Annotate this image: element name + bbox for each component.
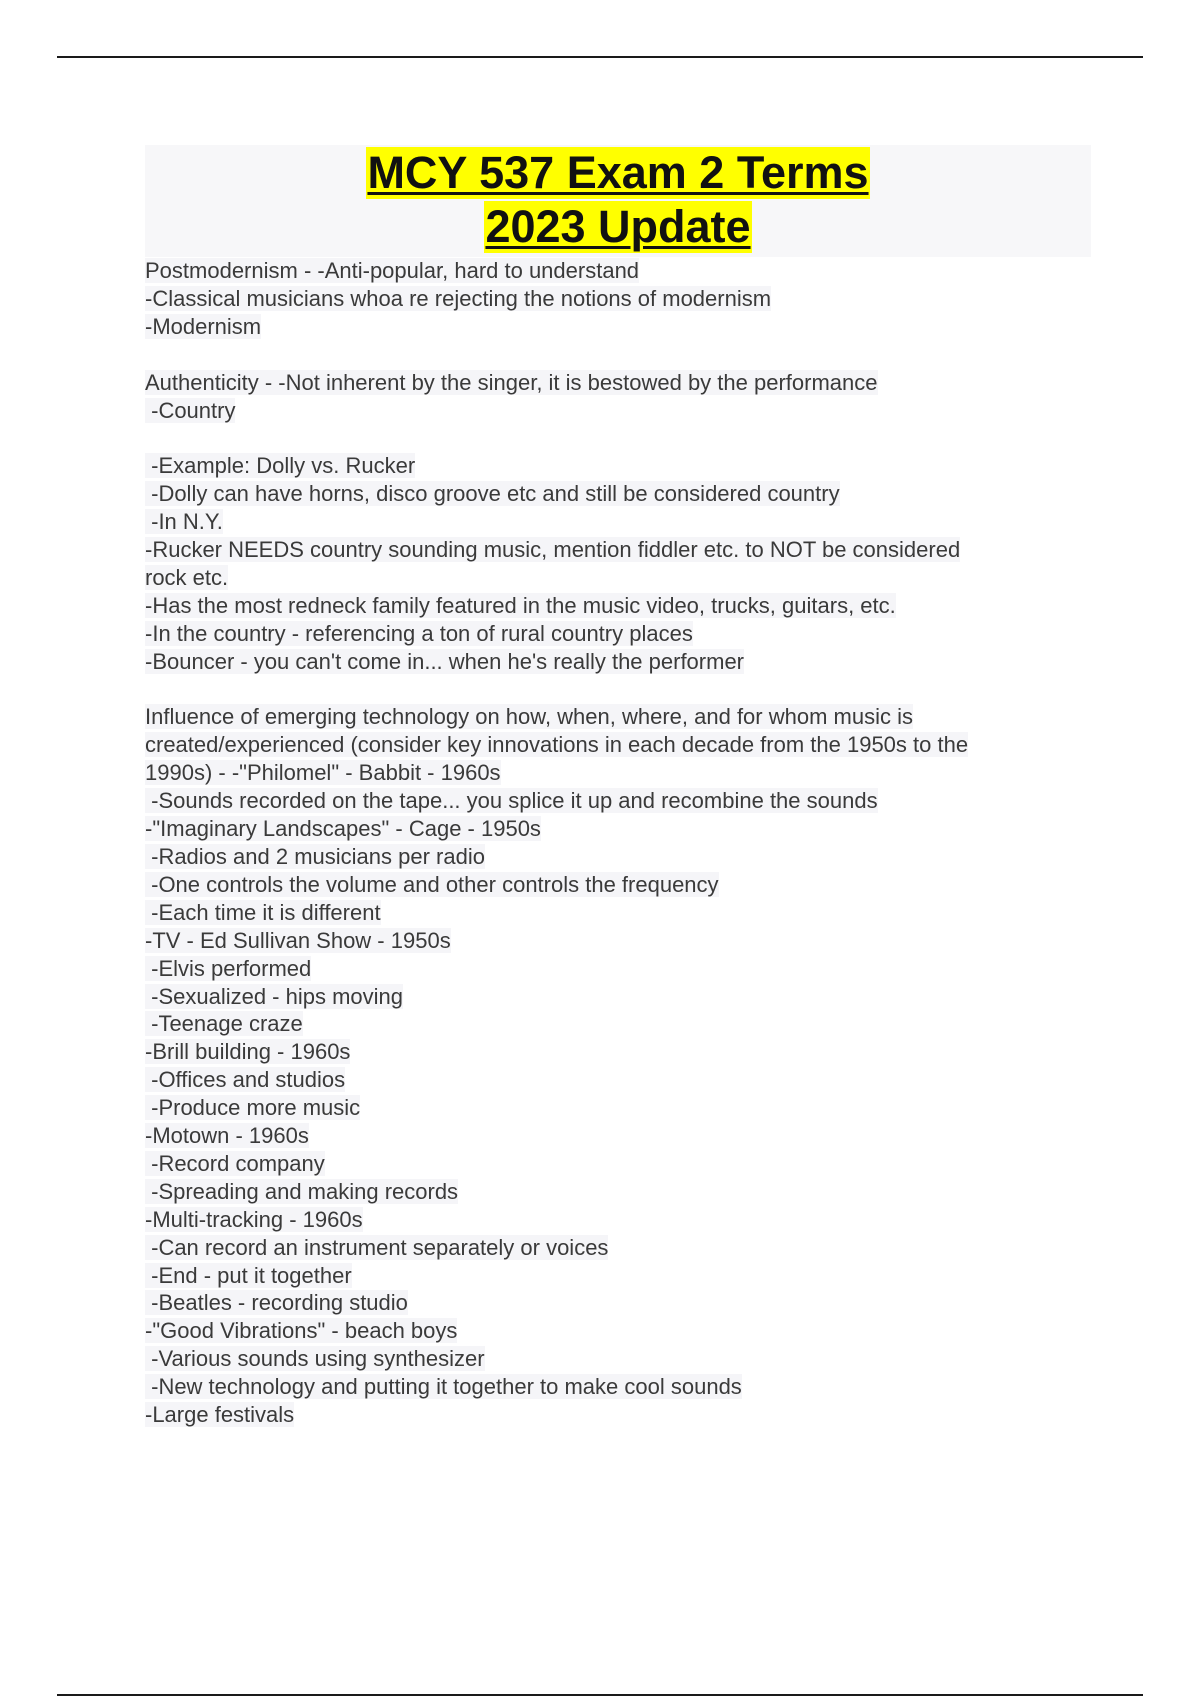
text-line	[145, 871, 1065, 899]
text-line	[145, 620, 1065, 648]
text-line-content: -Motown - 1960s	[145, 1123, 309, 1149]
text-line-content: -End - put it together	[145, 1262, 352, 1288]
document-body	[145, 257, 1065, 1429]
text-line	[145, 815, 1065, 843]
text-line	[145, 536, 1065, 564]
text-line-content: -In N.Y.	[145, 509, 223, 535]
text-line-content: -Spreading and making records	[145, 1178, 459, 1204]
text-line	[145, 843, 1065, 871]
text-line	[145, 452, 1065, 480]
text-line-content: -Has the most redneck family featured in the music video, trucks, guitars, etc.	[145, 592, 896, 618]
text-line	[145, 648, 1065, 676]
text-line	[145, 731, 1065, 759]
text-line-content: -Bouncer - you can't come in... when he's really the performer	[145, 648, 745, 674]
text-line	[145, 564, 1065, 592]
text-line	[145, 257, 1065, 285]
document-title-line-2: 2023 Update	[485, 201, 751, 252]
text-line-content: -Teenage craze	[145, 1011, 303, 1037]
text-line-content: -"Imaginary Landscapes" - Cage - 1950s	[145, 816, 541, 842]
text-line	[145, 1262, 1065, 1290]
text-line	[145, 1345, 1065, 1373]
text-line-content: -Rucker NEEDS country sounding music, mention fiddler etc. to NOT be considered	[145, 537, 961, 563]
text-line-content: -Brill building - 1960s	[145, 1039, 351, 1065]
text-line-content: -TV - Ed Sullivan Show - 1950s	[145, 927, 451, 953]
text-line-content: -Classical musicians whoa re rejecting the notions of modernism	[145, 285, 772, 311]
text-line	[145, 703, 1065, 731]
text-line	[145, 1122, 1065, 1150]
text-line	[145, 1401, 1065, 1429]
text-line-content: -Dolly can have horns, disco groove etc and still be considered country	[145, 481, 840, 507]
text-line	[145, 787, 1065, 815]
text-line	[145, 1289, 1065, 1317]
blank-line	[145, 676, 1065, 704]
text-line	[145, 1038, 1065, 1066]
text-line-content: -Example: Dolly vs. Rucker	[145, 453, 416, 479]
text-line-content: Authenticity - -Not inherent by the singer, it is bestowed by the performance	[145, 369, 878, 395]
text-line	[145, 1010, 1065, 1038]
text-line-content: -Various sounds using synthesizer	[145, 1346, 485, 1372]
title-row-1	[145, 147, 1091, 201]
text-line	[145, 955, 1065, 983]
text-line-content: -Can record an instrument separately or voices	[145, 1234, 609, 1260]
text-line	[145, 369, 1065, 397]
footer-rule	[57, 1694, 1143, 1696]
text-line	[145, 1150, 1065, 1178]
text-line-content: -New technology and putting it together to make cool sounds	[145, 1374, 742, 1400]
text-line	[145, 927, 1065, 955]
text-line-content: -Elvis performed	[145, 955, 312, 981]
text-line-content: created/experienced (consider key innovations in each decade from the 1950s to the	[145, 732, 969, 758]
text-line-content: -Beatles - recording studio	[145, 1290, 408, 1316]
text-line	[145, 480, 1065, 508]
text-line	[145, 1178, 1065, 1206]
text-line	[145, 313, 1065, 341]
text-line-content: -Sexualized - hips moving	[145, 983, 404, 1009]
text-line	[145, 759, 1065, 787]
blank-line	[145, 341, 1065, 369]
header-rule	[57, 56, 1143, 58]
text-line	[145, 592, 1065, 620]
text-line-content: 1990s) - -"Philomel" - Babbit - 1960s	[145, 760, 501, 786]
text-line	[145, 1317, 1065, 1345]
text-line	[145, 1234, 1065, 1262]
text-line-content: -Sounds recorded on the tape... you splice it up and recombine the sounds	[145, 788, 878, 814]
title-block	[145, 145, 1091, 257]
text-line	[145, 1373, 1065, 1401]
text-line	[145, 983, 1065, 1011]
text-line-content: -Each time it is different	[145, 899, 381, 925]
text-line	[145, 397, 1065, 425]
text-line	[145, 508, 1065, 536]
text-line-content: -In the country - referencing a ton of rural country places	[145, 620, 693, 646]
text-line-content: -Multi-tracking - 1960s	[145, 1206, 363, 1232]
text-line-content: -"Good Vibrations" - beach boys	[145, 1318, 458, 1344]
text-line-content: -Radios and 2 musicians per radio	[145, 843, 485, 869]
text-line-content: -Produce more music	[145, 1095, 361, 1121]
text-line-content: rock etc.	[145, 564, 229, 590]
text-line-content: Postmodernism - -Anti-popular, hard to understand	[145, 258, 640, 283]
title-row-2	[145, 201, 1091, 255]
blank-line	[145, 424, 1065, 452]
text-line-content: -Offices and studios	[145, 1067, 346, 1093]
text-line-content: -Modernism	[145, 313, 262, 339]
text-line	[145, 1206, 1065, 1234]
text-line-content: -One controls the volume and other controls the frequency	[145, 871, 719, 897]
text-line	[145, 899, 1065, 927]
text-line	[145, 1066, 1065, 1094]
text-line-content: -Large festivals	[145, 1402, 295, 1428]
text-line-content: Influence of emerging technology on how, when, where, and for whom music is	[145, 704, 913, 730]
text-line-content: -Country	[145, 397, 236, 423]
text-line	[145, 1094, 1065, 1122]
document-title-line-1: MCY 537 Exam 2 Terms	[367, 147, 869, 198]
text-line	[145, 285, 1065, 313]
text-line-content: -Record company	[145, 1150, 325, 1176]
